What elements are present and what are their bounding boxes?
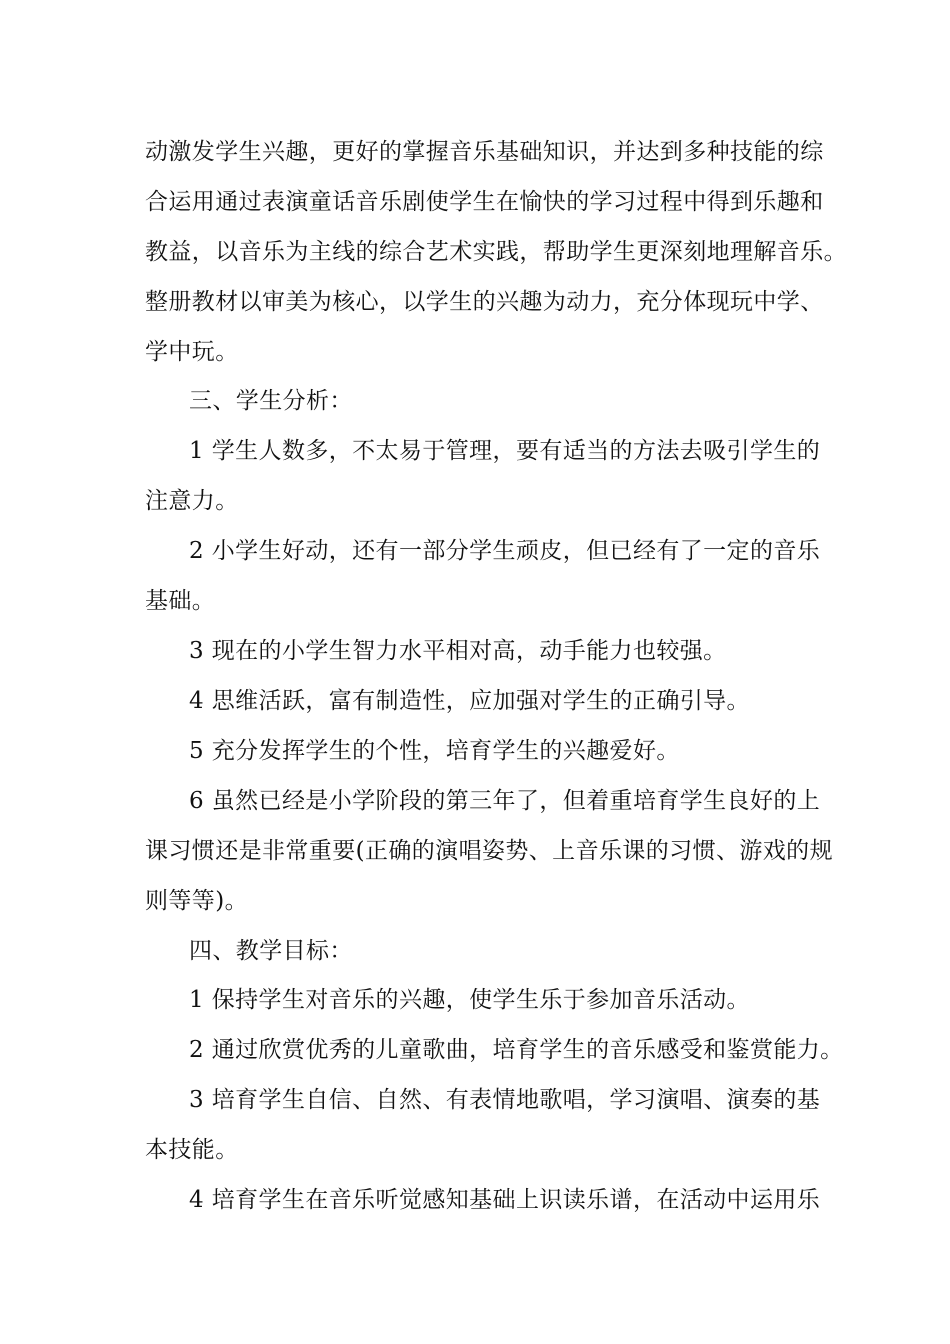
- paragraph-line: 动激发学生兴趣，更好的掌握音乐基础知识，并达到多种技能的综: [145, 139, 824, 165]
- list-item-continuation: 基础。: [145, 588, 216, 614]
- list-item: 3 现在的小学生智力水平相对高，动手能力也较强。: [189, 638, 727, 664]
- list-item: 2 通过欣赏优秀的儿童歌曲，培育学生的音乐感受和鉴赏能力。: [189, 1037, 844, 1063]
- list-item-continuation: 课习惯还是非常重要(正确的演唱姿势、上音乐课的习惯、游戏的规: [145, 838, 833, 864]
- list-item: 4 培育学生在音乐听觉感知基础上识读乐谱，在活动中运用乐: [189, 1187, 821, 1213]
- paragraph-line: 合运用通过表演童话音乐剧使学生在愉快的学习过程中得到乐趣和: [145, 189, 824, 215]
- list-item: 6 虽然已经是小学阶段的第三年了，但着重培育学生良好的上: [189, 788, 821, 814]
- list-item: 2 小学生好动，还有一部分学生顽皮，但已经有了一定的音乐: [189, 538, 821, 564]
- list-item-continuation: 注意力。: [145, 488, 239, 514]
- paragraph-line: 教益，以音乐为主线的综合艺术实践，帮助学生更深刻地理解音乐。: [145, 239, 847, 265]
- list-item-continuation: 则等等)。: [145, 888, 248, 914]
- list-item: 4 思维活跃，富有制造性，应加强对学生的正确引导。: [189, 688, 750, 714]
- section-heading: 四、教学目标：: [189, 938, 353, 964]
- paragraph-line: 学中玩。: [145, 339, 239, 365]
- list-item-continuation: 本技能。: [145, 1137, 239, 1163]
- list-item: 1 保持学生对音乐的兴趣，使学生乐于参加音乐活动。: [189, 987, 750, 1013]
- list-item: 1 学生人数多，不太易于管理，要有适当的方法去吸引学生的: [189, 438, 821, 464]
- list-item: 3 培育学生自信、自然、有表情地歌唱，学习演唱、演奏的基: [189, 1087, 821, 1113]
- section-heading: 三、学生分析：: [189, 388, 353, 414]
- paragraph-line: 整册教材以审美为核心，以学生的兴趣为动力，充分体现玩中学、: [145, 289, 824, 315]
- list-item: 5 充分发挥学生的个性，培育学生的兴趣爱好。: [189, 738, 680, 764]
